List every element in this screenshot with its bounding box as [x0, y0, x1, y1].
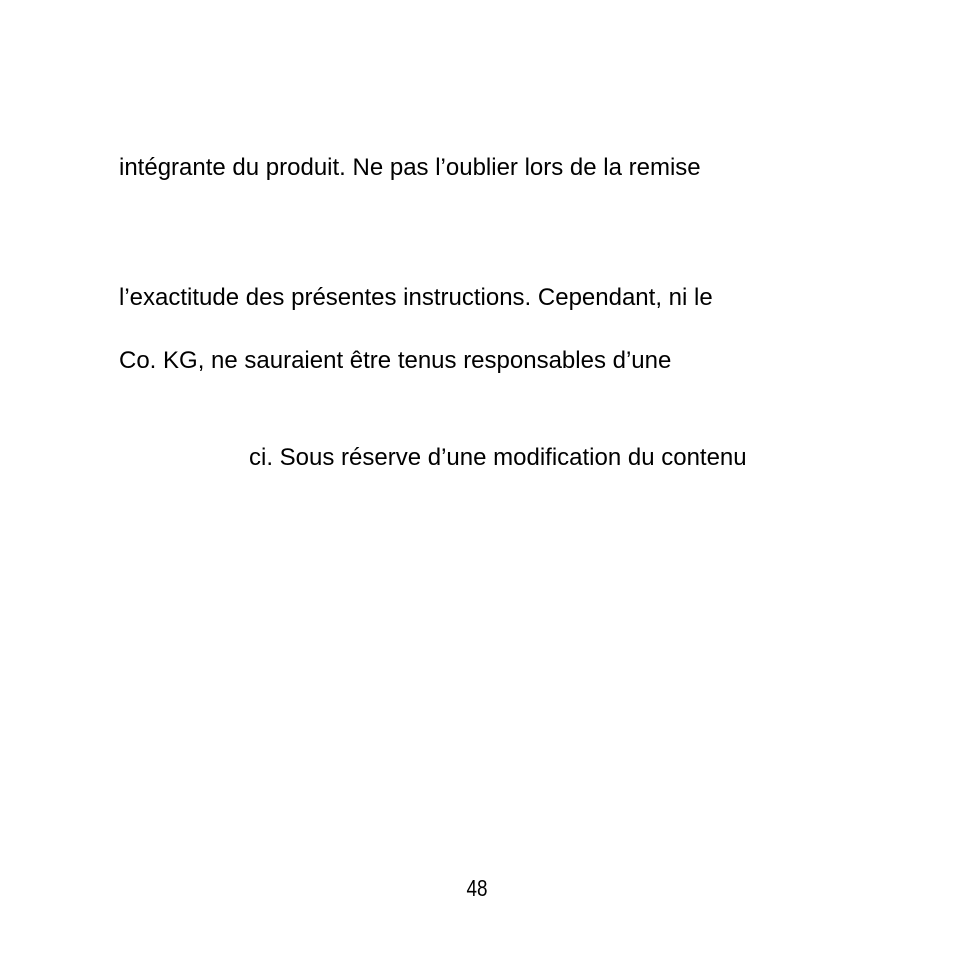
- text-line-1: intégrante du produit. Ne pas l’oublier lors de la remise: [119, 154, 701, 181]
- text-line-4: ci. Sous réserve d’une modification du contenu: [249, 444, 747, 471]
- text-line-2: l’exactitude des présentes instructions. Cependant, ni le: [119, 284, 713, 311]
- text-line-3: Co. KG, ne sauraient être tenus responsables d’une: [119, 347, 672, 374]
- page-number: 48: [466, 875, 488, 901]
